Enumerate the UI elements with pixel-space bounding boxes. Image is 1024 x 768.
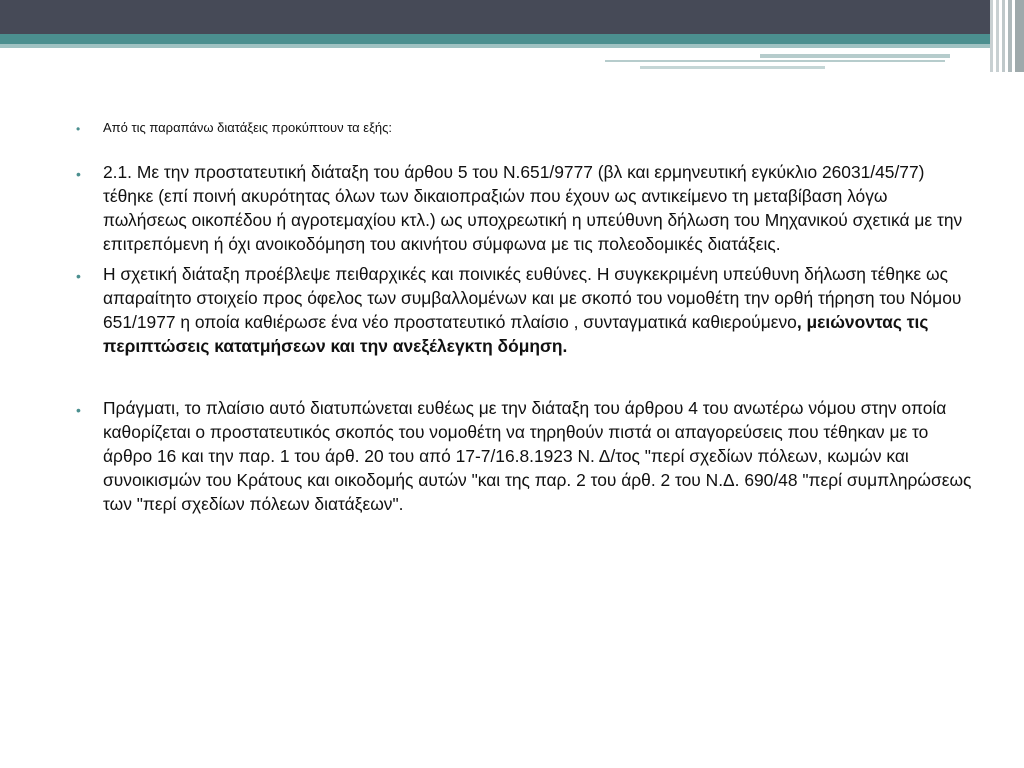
header-stripes-decoration [990, 0, 1024, 72]
bullet-icon: • [76, 166, 81, 182]
list-item-text: Πράγματι, το πλαίσιο αυτό διατυπώνεται ευθέως με την διάταξη του άρθρου 4 του ανωτέρω νόμου στην οποία καθορίζεται ο προστατευτικός σκοπός του νομοθέτη να τηρηθούν πιστά οι απαγορεύσεις που τέθηκαν με το άρθρο 16 και την παρ. 1 του άρθ. 20 του από 17-7/16.8.1923 Ν. Δ/τος "περί σχεδίων πόλεων, κωμών και συνοικισμών του Κράτους και οικοδομής αυτών "και της παρ. 2 του άρθ. 2 του Ν.Δ. 690/48 "περί συμπληρώσεως των "περί σχεδίων πόλεων διατάξεων". [103, 398, 972, 514]
list-item [76, 396, 976, 516]
list-item [76, 160, 976, 256]
slide-header-banner [0, 0, 1024, 72]
slide-body [76, 118, 976, 516]
bullet-icon: • [76, 268, 81, 284]
list-item [76, 262, 976, 358]
bullet-icon: • [76, 402, 81, 418]
list-item-text: Η σχετική διάταξη προέβλεψε πειθαρχικές και ποινικές ευθύνες. Η συγκεκριμένη υπεύθυνη δήλωση τέθηκε ως απαραίτητο στοιχείο προς όφελος των συμβαλλομένων και με σκοπό του νομοθέτη την ορθή τήρηση του Νόμου 651/1977 η οποία καθιέρωσε ένα νέο προστατευτικό πλαίσιο , συνταγματικά καθιερούμενο [103, 264, 962, 332]
header-light-band [0, 44, 1024, 48]
list-item [76, 118, 976, 138]
header-teal-band [0, 34, 1024, 44]
list-item-text: Από τις παραπάνω διατάξεις προκύπτουν τα εξής: [103, 120, 393, 135]
bullet-icon: • [76, 122, 81, 136]
list-item-emphasis: , μειώνοντας τις περιπτώσεις κατατμήσεων και την ανεξέλεγκτη δόμηση. [103, 312, 929, 356]
header-accent-line [605, 60, 945, 62]
header-accent-line [760, 54, 950, 58]
header-dark-band [0, 0, 1024, 34]
list-item-text: 2.1. Με την προστατευτική διάταξη του άρθου 5 του Ν.651/9777 (βλ και ερμηνευτική εγκύκλιο 26031/45/77) τέθηκε (επί ποινή ακυρότητας όλων των δικαιοπραξιών που έχουν ως αντικείμενο τη μεταβίβαση λόγω πωλήσεως οικοπέδου ή αγροτεμαχίου κτλ.) ως υποχρεωτική η υπεύθυνη δήλωση του Μηχανικού σχετικά με την επιτρεπόμενη ή όχι ανοικοδόμηση του ακινήτου σύμφωνα με τις πολεοδομικές διατάξεις. [103, 162, 963, 254]
header-accent-line [640, 66, 825, 69]
